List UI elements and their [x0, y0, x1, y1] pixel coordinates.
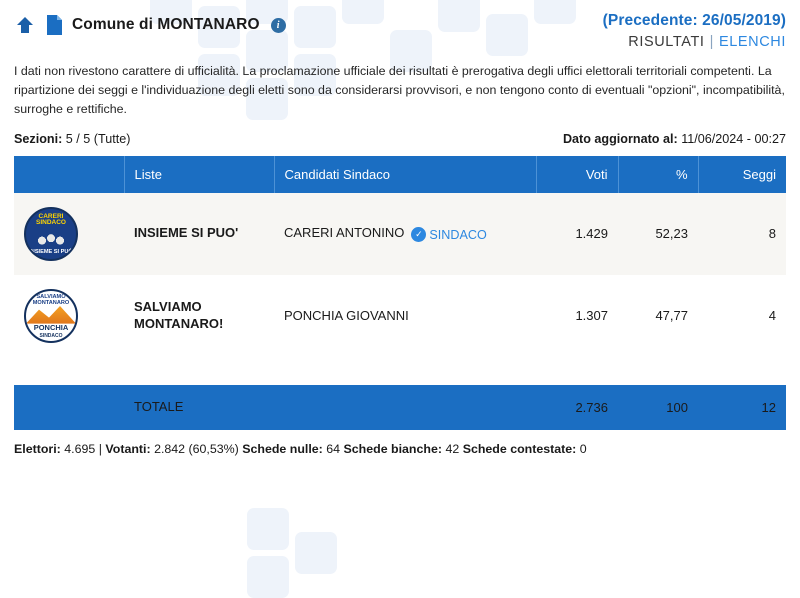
candidate-cell — [274, 193, 536, 275]
sezioni-value: 5 / 5 (Tutte) — [65, 131, 131, 146]
column-header-candidati: Candidati Sindaco — [274, 156, 536, 193]
total-votes-value: 2.736 — [536, 385, 618, 430]
tab-separator: | — [709, 34, 714, 50]
footer-separator: | — [98, 441, 102, 456]
electors-label: Elettori: — [14, 441, 61, 456]
disclaimer-text: I dati non rivestono carattere di ufficialità. La proclamazione ufficiale dei risultati è prerogativa degli uffici elettorali territoriali competenti. La ripartizione dei seggi e l'individuazione degli eletti sono da considerarsi provvisori, e non tengono conto di eventuali "opzioni", incompatibilità, surroghe e rettifiche. — [14, 64, 785, 117]
list-name: SALVIAMO MONTANARO! — [134, 298, 224, 331]
deco-square — [247, 556, 289, 598]
seats-value: 4 — [768, 308, 776, 324]
contested-ballots-label: Schede contestate: — [462, 441, 577, 456]
candidate-name: PONCHIA GIOVANNI — [284, 308, 409, 324]
contested-ballots-value: 0 — [579, 441, 587, 456]
votes-value: 1.307 — [575, 308, 608, 324]
updated-value: 11/06/2024 - 00:27 — [681, 131, 786, 146]
percentage-value: 47,77 — [655, 308, 688, 324]
column-header-percentuale: % — [618, 156, 698, 193]
check-icon: ✓ — [411, 227, 426, 242]
column-header-logo — [14, 156, 124, 193]
logo-mountain — [26, 304, 76, 324]
table-row[interactable] — [14, 275, 786, 357]
candidate-name: CARERI ANTONINO — [284, 225, 405, 241]
logo-role-text: SINDACO — [39, 332, 63, 339]
voters-value: 2.842 (60,53%) — [154, 441, 239, 456]
logo-salviamo-montanaro-icon — [24, 289, 78, 343]
updated-info — [563, 132, 786, 146]
page-title: Comune di MONTANARO — [72, 16, 260, 33]
results-table — [14, 156, 786, 430]
total-label: TOTALE — [124, 385, 274, 430]
total-percentage-value: 100 — [618, 385, 698, 430]
table-header — [14, 156, 786, 193]
table-spacer-row — [14, 357, 786, 385]
sezioni-info — [14, 132, 130, 146]
tab-elenchi[interactable]: ELENCHI — [718, 34, 786, 50]
blank-ballots-label: Schede bianche: — [343, 441, 442, 456]
null-ballots-value: 64 — [326, 441, 341, 456]
votes-value: 1.429 — [575, 226, 608, 242]
electors-value: 4.695 — [64, 441, 96, 456]
meta-row — [14, 132, 786, 146]
logo-figures — [36, 231, 66, 247]
logo-bottom-text: INSIEME SI PUÒ — [29, 248, 73, 255]
logo-top-text: CARERI SINDACO — [36, 212, 66, 227]
comune-header — [14, 10, 286, 36]
up-arrow-icon[interactable] — [14, 14, 36, 36]
table-body — [14, 193, 786, 430]
seats-value: 8 — [768, 226, 776, 242]
status-badge — [411, 227, 486, 242]
document-icon — [44, 14, 64, 36]
tab-risultati[interactable]: RISULTATI — [628, 34, 705, 50]
table-header-row — [14, 156, 786, 193]
column-header-seggi: Seggi — [698, 156, 786, 193]
header-right — [603, 10, 786, 50]
tabs — [603, 34, 786, 50]
candidate-cell — [274, 275, 536, 357]
logo-candidate-surname: PONCHIA — [33, 322, 69, 332]
footer-stats — [14, 442, 786, 456]
list-name: INSIEME SI PUO' — [134, 225, 239, 241]
total-seats-value: 12 — [698, 385, 786, 430]
info-icon[interactable]: i — [271, 18, 286, 33]
updated-label: Dato aggiornato al: — [562, 131, 678, 146]
voters-label: Votanti: — [105, 441, 151, 456]
logo-insieme-si-puo-icon — [24, 207, 78, 261]
previous-election-link[interactable]: (Precedente: 26/05/2019) — [602, 12, 786, 29]
top-bar — [0, 0, 800, 50]
percentage-value: 52,23 — [655, 226, 688, 242]
table-row[interactable] — [14, 193, 786, 275]
list-logo-cell — [14, 193, 124, 275]
blank-ballots-value: 42 — [445, 441, 460, 456]
logo-top-text: SALVIAMO MONTANARO — [32, 293, 70, 306]
sezioni-label: Sezioni: — [14, 131, 63, 146]
column-header-liste: Liste — [124, 156, 274, 193]
null-ballots-label: Schede nulle: — [242, 441, 323, 456]
total-candidate-cell — [274, 385, 536, 430]
deco-square — [295, 532, 337, 574]
table-total-row — [14, 385, 786, 430]
list-logo-cell — [14, 275, 124, 357]
deco-square — [247, 508, 289, 550]
column-header-voti: Voti — [536, 156, 618, 193]
total-logo-cell — [14, 385, 124, 430]
table-spacer-cell — [14, 357, 786, 385]
badge-label: SINDACO — [429, 227, 487, 242]
